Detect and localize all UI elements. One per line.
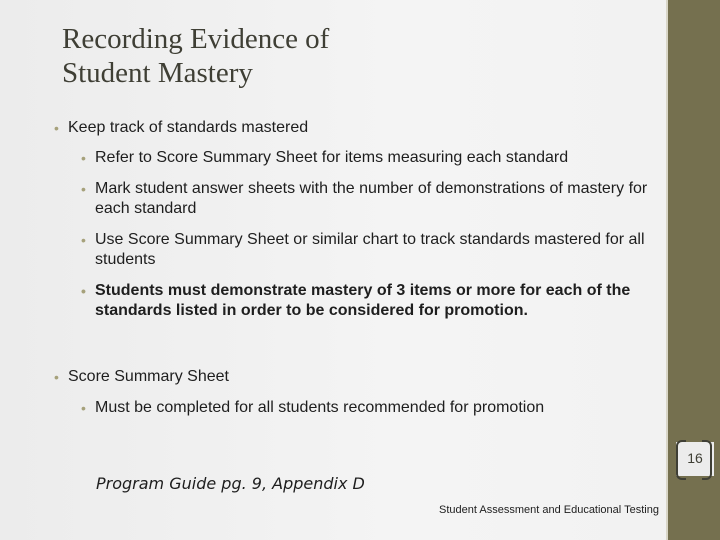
sub-bullet-item: [81, 398, 663, 418]
bullet-dot-icon: •: [81, 283, 86, 299]
sub-bullet-item: [81, 281, 663, 321]
bullet-text: Mark student answer sheets with the number of demonstrations of mastery for each standard: [95, 180, 648, 217]
bullet-text: Students must demonstrate mastery of 3 items or more for each of the standards listed in order to be considered for promotion.: [95, 282, 631, 319]
program-guide-reference: Program Guide pg. 9, Appendix D: [96, 474, 365, 493]
bullet-dot-icon: •: [54, 369, 59, 385]
sub-bullet-item: [81, 148, 663, 168]
bullet-text: Must be completed for all students recommended for promotion: [95, 399, 545, 416]
bullet-item: [54, 367, 648, 387]
page-number: 16: [687, 450, 703, 466]
title-line-2: Student Mastery: [62, 57, 253, 89]
sub-bullet-item: [81, 179, 663, 219]
slide-title: [62, 22, 622, 90]
bullet-item: [54, 118, 648, 138]
bullet-text: Use Score Summary Sheet or similar chart to track standards mastered for all students: [95, 231, 645, 268]
bullet-text: Keep track of standards mastered: [68, 119, 309, 136]
bullet-text: Refer to Score Summary Sheet for items measuring each standard: [95, 149, 569, 166]
bullet-dot-icon: •: [54, 120, 59, 136]
title-line-1: Recording Evidence of: [62, 23, 330, 55]
bullet-text: Score Summary Sheet: [68, 368, 229, 385]
bullet-dot-icon: •: [81, 181, 86, 197]
sub-bullet-item: [81, 230, 663, 270]
bullet-dot-icon: •: [81, 400, 86, 416]
bullet-dot-icon: •: [81, 150, 86, 166]
bullet-dot-icon: •: [81, 232, 86, 248]
footer-text: Student Assessment and Educational Testing: [439, 504, 659, 516]
